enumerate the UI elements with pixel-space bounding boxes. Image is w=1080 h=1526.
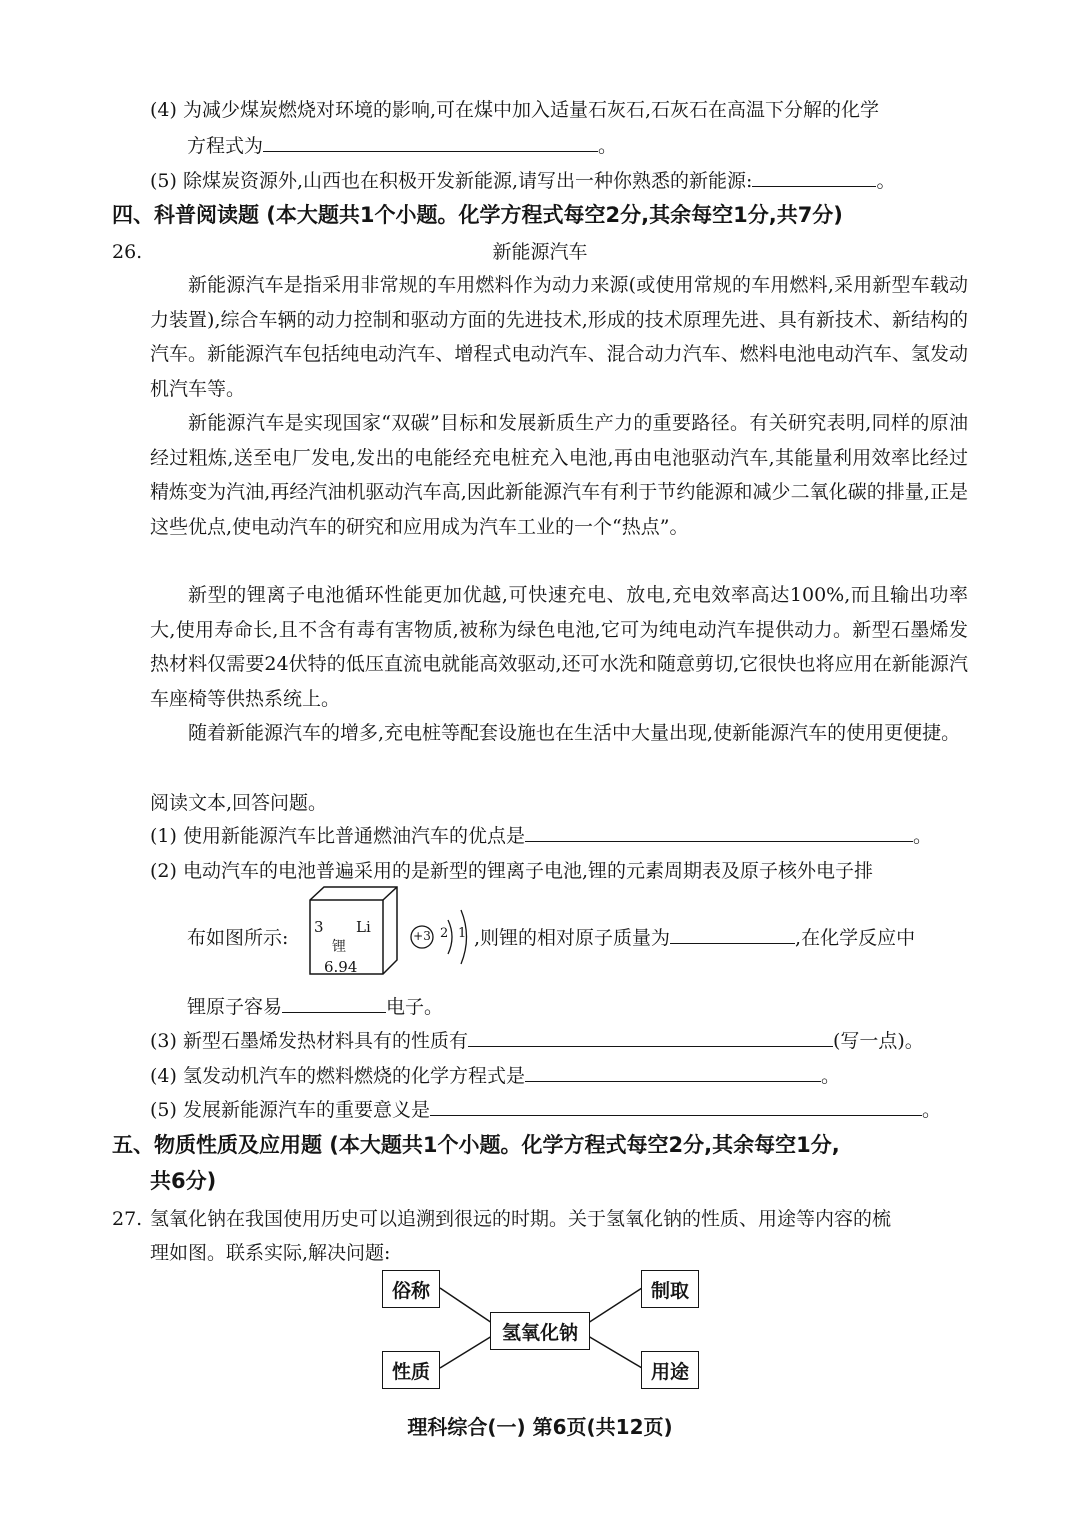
period: 。 <box>820 1065 840 1087</box>
q25-item5-label: (5) 除煤炭资源外,山西也在积极开发新能源,请写出一种你熟悉的新能源: <box>150 170 753 192</box>
page-footer: 理科综合(一) 第6页(共12页) <box>407 1415 673 1439</box>
section5-heading-line2: 共6分) <box>150 1169 217 1193</box>
period: 。 <box>598 135 618 157</box>
q26-paragraph-3: 新型的锂离子电池循环性能更加优越,可快速充电、放电,充电效率高达100%,而且输出功率大,使用寿命长,且不含有毒有害物质,被称为绿色电池,它可为纯电动汽车提供动力。新型石墨烯发热材料仅需要24伏特的低压直流电就能高效驱动,还可水洗和随意剪切,它很快也将应用在新能源汽车座椅等供热系统上。 <box>150 584 968 710</box>
q26-q5-answer-blank[interactable] <box>430 1097 922 1116</box>
period: 。 <box>876 170 896 192</box>
period: 。 <box>921 1099 941 1121</box>
q26-question-3 <box>150 1028 924 1054</box>
q26-question-5 <box>150 1097 941 1123</box>
q27-text-line1: 氢氧化钠在我国使用历史可以追溯到很远的时期。关于氢氧化钠的性质、用途等内容的梳 <box>150 1208 892 1230</box>
q26-paragraph-2: 新能源汽车是实现国家“双碳”目标和发展新质生产力的重要路径。有关研究表明,同样的原油经过粗炼,送至电厂发电,发出的电能经充电桩充入电池,再由电池驱动汽车,其能量利用效率比经过精炼变为汽油,再经汽油机驱动汽车高,因此新能源汽车有利于节约能源和减少二氧化碳的排量,正是这些优点,使电动汽车的研究和应用成为汽车工业的一个“热点”。 <box>150 412 968 538</box>
concept-node-uses: 用途 <box>641 1351 699 1389</box>
concept-node-sodium-hydroxide: 氢氧化钠 <box>490 1312 590 1350</box>
atom-shell-1-electrons: 2 <box>440 926 449 941</box>
q25-item4-line1: (4) 为减少煤炭燃烧对环境的影响,可在煤中加入适量石灰石,石灰石在高温下分解的化学 <box>150 99 880 121</box>
q26-question-2-line3 <box>187 994 443 1020</box>
q26-question-3-label: (3) 新型石墨烯发热材料具有的性质有 <box>150 1030 468 1052</box>
q25-item4-line2 <box>187 133 617 159</box>
q26-question-4 <box>150 1063 840 1089</box>
q25-item5-answer-blank[interactable] <box>752 168 876 187</box>
q25-item5 <box>150 168 895 194</box>
element-symbol: Li <box>356 918 371 936</box>
q26-question-4-label: (4) 氢发动机汽车的燃料燃烧的化学方程式是 <box>150 1065 525 1087</box>
q26-instruction: 阅读文本,回答问题。 <box>150 792 328 814</box>
atom-nucleus-charge: +3 <box>413 929 431 943</box>
concept-node-preparation: 制取 <box>641 1270 699 1308</box>
q26-question-1 <box>150 823 932 849</box>
q25-item4-label: 方程式为 <box>187 135 264 157</box>
q26-question-2-prefix: 布如图所示: <box>187 927 289 949</box>
q26-question-2-line2 <box>474 925 915 951</box>
atom-shell-2-electrons: 1 <box>458 926 467 941</box>
q26-question-5-label: (5) 发展新能源汽车的重要意义是 <box>150 1099 430 1121</box>
q26-q4-answer-blank[interactable] <box>525 1063 821 1082</box>
element-atomic-mass: 6.94 <box>324 958 358 976</box>
concept-node-properties: 性质 <box>382 1351 440 1389</box>
period: 。 <box>912 825 932 847</box>
q26-title: 新能源汽车 <box>492 241 588 263</box>
q26-q2-line3-label: 锂原子容易 <box>187 996 283 1018</box>
q26-q2-electron-answer-blank[interactable] <box>282 994 386 1013</box>
q26-q2-line3-suffix: 电子。 <box>386 996 444 1018</box>
element-name: 锂 <box>332 939 346 955</box>
q26-q2-mid-text: ,则锂的相对原子质量为 <box>474 927 671 949</box>
section4-heading: 四、科普阅读题 (本大题共1个小题。化学方程式每空2分,其余每空1分,共7分) <box>112 203 843 227</box>
q25-item4-answer-blank[interactable] <box>263 133 598 152</box>
q26-paragraph-1: 新能源汽车是指采用非常规的车用燃料作为动力来源(或使用常规的车用燃料,采用新型车载动力装置),综合车辆的动力控制和驱动方面的先进技术,形成的技术原理先进、具有新技术、新结构的汽车。新能源汽车包括纯电动汽车、增程式电动汽车、混合动力汽车、燃料电池电动汽车、氢发动机汽车等。 <box>150 274 968 400</box>
element-atomic-number: 3 <box>314 918 324 936</box>
q26-q2-after-text: ,在化学反应中 <box>795 927 916 949</box>
section5-heading-line1: 五、物质性质及应用题 (本大题共1个小题。化学方程式每空2分,其余每空1分, <box>112 1133 840 1157</box>
q26-q1-answer-blank[interactable] <box>525 823 913 842</box>
q27-text-line2: 理如图。联系实际,解决问题: <box>150 1242 391 1264</box>
q26-question-1-label: (1) 使用新能源汽车比普通燃油汽车的优点是 <box>150 825 525 847</box>
concept-node-common-name: 俗称 <box>382 1270 440 1308</box>
q26-q2-mass-answer-blank[interactable] <box>670 925 795 944</box>
q26-number: 26. <box>112 241 143 263</box>
q26-q3-answer-blank[interactable] <box>468 1028 833 1047</box>
q26-question-3-suffix: (写一点)。 <box>832 1030 924 1052</box>
q26-question-2-line1: (2) 电动汽车的电池普遍采用的是新型的锂离子电池,锂的元素周期表及原子核外电子排 <box>150 860 873 882</box>
q27-number: 27. <box>112 1208 143 1230</box>
q26-paragraph-4: 随着新能源汽车的增多,充电桩等配套设施也在生活中大量出现,使新能源汽车的使用更便捷。 <box>188 722 961 744</box>
